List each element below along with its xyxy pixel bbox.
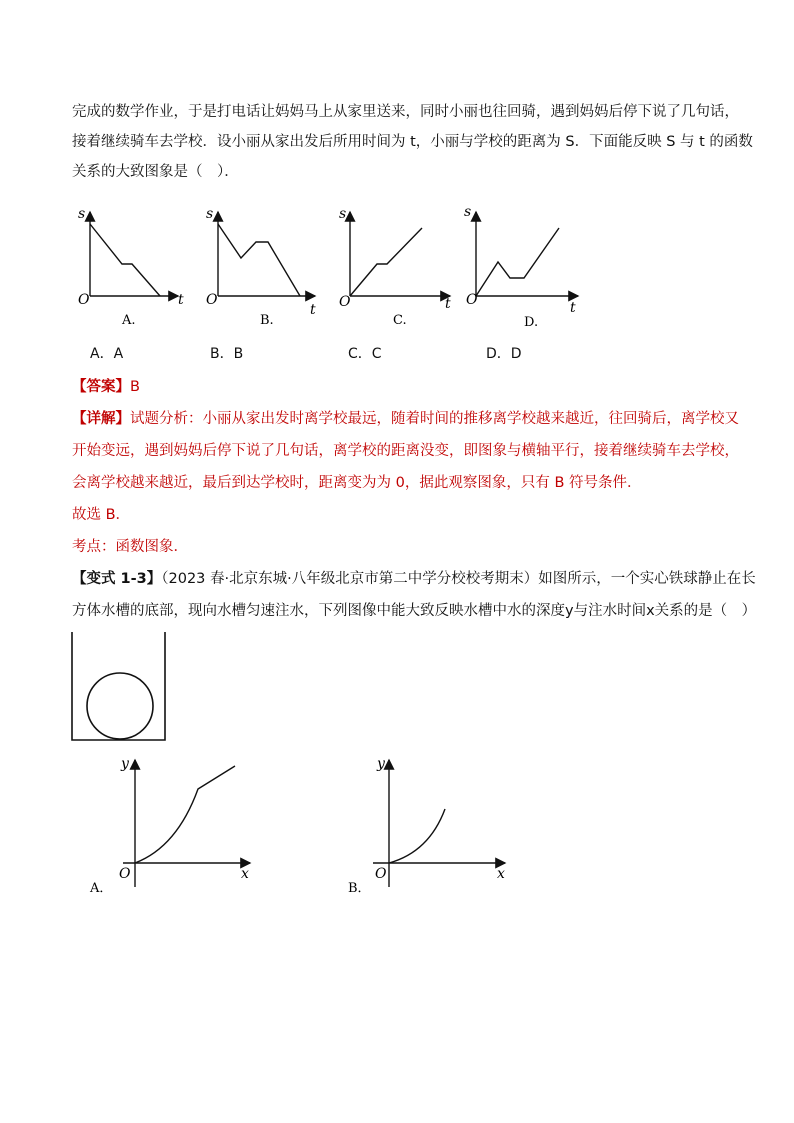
variant-line-2: 方体水槽的底部，现向水槽匀速注水，下列图像中能大致反映水槽中水的深度y与注水时间x关系的是（ ）: [72, 603, 757, 619]
option-c: C．C: [348, 346, 382, 362]
graph-b: [200, 200, 330, 330]
graph-d-axis-y: s: [464, 204, 472, 220]
graph-d-axis-x: t: [570, 300, 576, 316]
graph-d: [460, 200, 590, 330]
graph2-b-origin: O: [375, 866, 387, 882]
graph2-a-origin: O: [119, 866, 131, 882]
problem-line-3: 关系的大致图象是（ ）．: [72, 164, 239, 180]
graph-a-curve: [90, 224, 160, 296]
graph2-b-curve: [389, 809, 445, 863]
graph-b-axis-x: t: [310, 302, 316, 318]
graph-c: [335, 200, 465, 330]
graph-d-curve: [476, 228, 559, 296]
option-d: D．D: [486, 346, 522, 362]
variant-text-1: （2023 春·北京东城·八年级北京市第二中学分校校考期末）如图所示，一个实心铁球静止在长: [161, 571, 756, 587]
variant-tag: 【变式 1-3】: [72, 571, 162, 587]
graph-c-curve: [350, 228, 422, 296]
tank-diagram: [70, 630, 170, 745]
iron-ball: [87, 673, 153, 739]
graph-d-origin: O: [466, 292, 478, 308]
answer: [72, 377, 140, 397]
detail-line-5: 考点：函数图象．: [72, 539, 188, 555]
problem-line-2: 接着继续骑车去学校．设小丽从家出发后所用时间为 t，小丽与学校的距离为 S．下面能反映 S 与 t 的函数: [72, 134, 753, 150]
detail-line-4: 故选 B．: [72, 507, 131, 523]
graph2-b-axis-x: x: [497, 866, 505, 882]
graph-a-axis-y: s: [78, 206, 86, 222]
graph-a: [70, 200, 200, 330]
detail-line-3: 会离学校越来越近，最后到达学校时，距离变为为 0，据此观察图象，只有 B 符号条件．: [72, 475, 642, 491]
graph2-a-axis-x: x: [241, 866, 249, 882]
graph-a-caption: A.: [122, 313, 136, 328]
graph2-a-curve: [135, 766, 235, 863]
graph-c-axis-y: s: [339, 206, 347, 222]
option-b: B．B: [210, 346, 244, 362]
graph-c-axis-x: t: [445, 296, 451, 312]
graph-b-axis-y: s: [206, 206, 214, 222]
graph2-a-axis-y: y: [121, 756, 129, 772]
answer-value: B: [130, 379, 140, 395]
problem-line-1: 完成的数学作业，于是打电话让妈妈马上从家里送来，同时小丽也往回骑，遇到妈妈后停下说了几句话，: [72, 104, 739, 120]
graph-a-origin: O: [78, 292, 90, 308]
graph-b-caption: B.: [260, 313, 274, 328]
graph-d-caption: D.: [524, 315, 539, 330]
detail-text-1: 试题分析：小丽从家出发时离学校最远，随着时间的推移离学校越来越近，往回骑后，离学校又: [130, 411, 739, 427]
graph2-a: [85, 752, 265, 897]
graph2-b-axis-y: y: [377, 756, 385, 772]
graph-c-caption: C.: [393, 313, 407, 328]
detail-line-2: 开始变远，遇到妈妈后停下说了几句话，离学校的距离没变，即图象与横轴平行，接着继续骑车去学校，: [72, 443, 739, 459]
graph-b-curve: [218, 224, 300, 296]
graph2-b: [345, 752, 525, 897]
graph-a-axis-x: t: [178, 292, 184, 308]
answer-label: 【答案】: [72, 379, 130, 395]
detail-line-1: [72, 409, 739, 429]
detail-label: 【详解】: [72, 411, 130, 427]
graph-b-origin: O: [206, 292, 218, 308]
option-a: A．A: [90, 346, 124, 362]
variant-line-1: [72, 569, 756, 589]
graph2-a-caption: A．: [90, 881, 113, 896]
tank-outline: [72, 632, 165, 740]
graph2-b-caption: B．: [348, 881, 371, 896]
graph-c-origin: O: [339, 294, 351, 310]
